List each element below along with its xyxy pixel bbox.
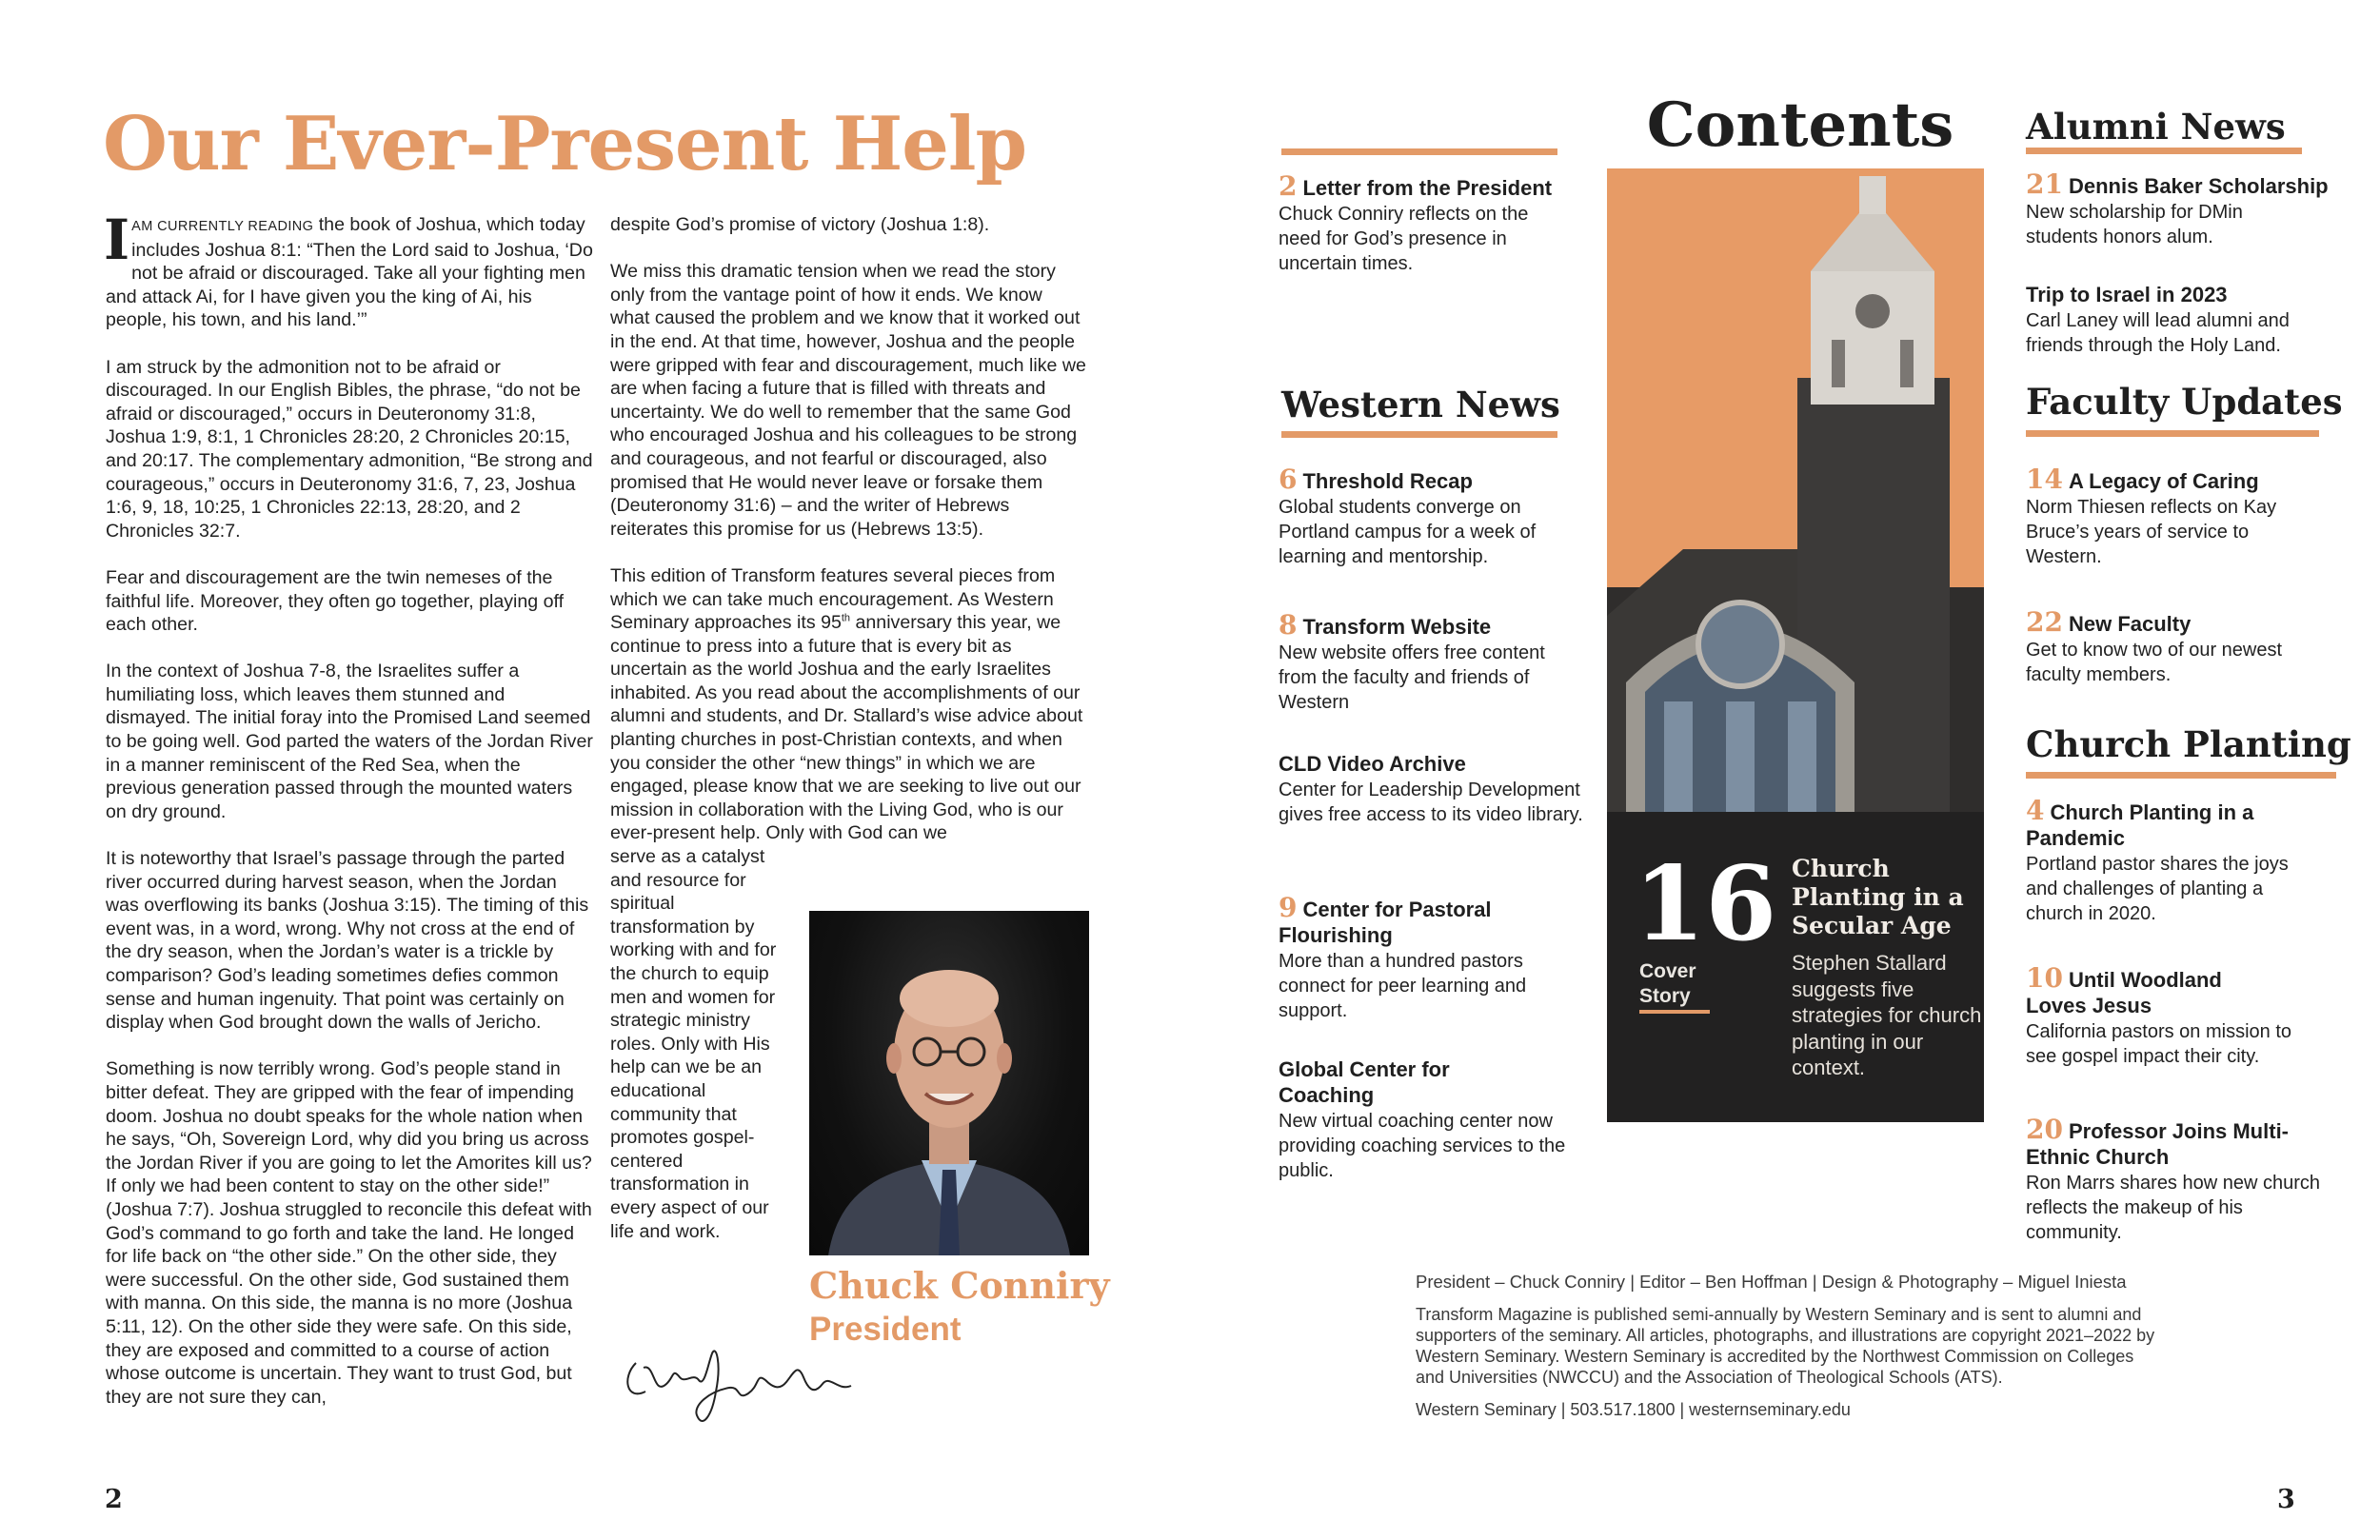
cover-page-number: 16	[1634, 844, 1777, 964]
toc-item-title: Transform Website	[1302, 615, 1492, 639]
section-rule	[1281, 431, 1557, 438]
cover-story-description: Stephen Stallard suggests five strategies for church planting in our context.	[1792, 951, 1982, 1079]
cover-story-label: Cover Story	[1639, 960, 1696, 1007]
toc-item-heading	[2026, 962, 2264, 1018]
author-role: President	[809, 1311, 962, 1348]
toc-item-heading	[2026, 795, 2273, 851]
toc-item-title: Dennis Baker Scholarship	[2068, 174, 2329, 198]
section-rule	[2026, 148, 2302, 154]
cover-story-title: Church Planting in a Secular Age	[1792, 855, 1964, 939]
toc-item-description: Chuck Conniry reflects on the need for God’s presence in uncertain times.	[1279, 204, 1529, 274]
article-paragraph: In the context of Joshua 7-8, the Israelites suffer a humiliating loss, which leaves them stunned and dismayed. The initial foray into the Promised Land seemed to be going well. God parted the waters of the Jordan River in a manner reminiscent of the Red Sea, when the previous generation passed through the mounted waters on dry ground.	[106, 661, 593, 822]
section-heading-alumni-news: Alumni News	[2026, 106, 2286, 148]
paragraph-text: This edition of Transform features several pieces from which we can take much encouragement. As Western Seminary approaches its 95	[610, 564, 1056, 634]
paragraph-text: anniversary this year, we continue to press into a future that is every bit as uncertain as the world Joshua and the early Israelites inhabited. As you read about the accomplishments of our alumni and students, and Dr. Stallard’s wise advice about planting churches in post-Christian contexts, and when you consider the other “new things” in which we are engaged, please know that we are seeking to live out our mission in collaboration with the Living God, who is our ever-present help. Only with God can we	[610, 612, 1083, 844]
toc-item-description: More than a hundred pastors connect for peer learning and support.	[1279, 951, 1527, 1021]
toc-item-title: Threshold Recap	[1302, 469, 1473, 493]
article-paragraph: Something is now terribly wrong. God’s people stand in bitter defeat. They are gripped with the fear of impending doom. Joshua no doubt speaks for the whole nation when he says, “Oh, Sovereign Lord, why did you bring us across the Jordan River if you are going to let the Amorites kill us? If only we had been content to stay on the other side!” (Joshua 7:7). Joshua struggled to reconcile this defeat with God’s command to go forth and take the land. He longed for life back on “the other side.” On the other side, they were successful. On the other side, God sustained them with manna. On this side, the manna is no more (Joshua 5:11, 12). On the other side they were safe. On this side, they are exposed and committed to a course of action whose outcome is uncertain. They want to trust God, but they are not sure they can,	[106, 1058, 592, 1408]
toc-item[interactable]	[1279, 751, 1583, 827]
article-paragraph: I am struck by the admonition not to be afraid or discouraged. In our English Bibles, the phrase, “do not be afraid or discouraged,” occurs in Deuteronomy 31:8, Joshua 1:9, 8:1, 1 Chronicles 28:20, 2 Chronicles 20:15, and 20:17. The complementary admonition, “Be strong and courageous,” occurs in Deuteronomy 31:6, 7, 23, Joshua 1:6, 9, 18, 10:25, 1 Chronicles 22:13, 28:20, and 2 Chronicles 32:7.	[106, 356, 593, 542]
toc-item-title: New Faculty	[2068, 612, 2192, 636]
author-name: Chuck Conniry	[809, 1264, 1110, 1307]
article-paragraph: It is noteworthy that Israel’s passage through the parted river occurred during harvest season, when the Jordan was overflowing its banks (Joshua 3:15). The timing of this event was, in a word, wrong. Why not cross at the end of the dry season, when the Jordan’s water is a trickle by comparison? God’s leading sometimes defies common sense and human ingenuity. That point was certainly on display when God brought down the walls of Jericho.	[106, 848, 589, 1034]
toc-item-description: Portland pastor shares the joys and challenges of planting a church in 2020.	[2026, 854, 2289, 924]
toc-item-heading	[2026, 282, 2330, 307]
section-rule	[1281, 148, 1557, 155]
toc-item-title: CLD Video Archive	[1279, 752, 1466, 776]
section-heading-western-news: Western News	[1281, 384, 1560, 425]
page-number-left: 2	[105, 1485, 123, 1514]
article-paragraph-wrapped: serve as a catalyst and resource for spiritual transformation by working with and for the church to equip men and women for strategic ministry roles. Only with His help can we be an educational community that promotes gospel-centered transformation in every aspect of our life and work.	[610, 846, 777, 1242]
toc-item-description: New scholarship for DMin students honors alum.	[2026, 202, 2243, 247]
toc-page-number: 20	[2026, 1114, 2063, 1145]
toc-item-description: New website offers free content from the faculty and friends of Western	[1279, 642, 1545, 713]
toc-page-number: 21	[2026, 168, 2063, 200]
ordinal-suffix: th	[841, 612, 851, 624]
toc-item-title: Until Woodland Loves Jesus	[2026, 968, 2222, 1017]
toc-item-president[interactable]	[1279, 170, 1574, 276]
toc-item-title: Letter from the President	[1302, 176, 1553, 200]
section-heading-faculty-updates: Faculty Updates	[2026, 381, 2343, 423]
toc-item[interactable]	[2026, 168, 2350, 249]
page-number-right: 3	[2277, 1485, 2295, 1514]
toc-item[interactable]	[1279, 1056, 1583, 1183]
toc-page-number: 4	[2026, 795, 2045, 826]
toc-page-number: 9	[1279, 892, 1298, 923]
toc-item-description: Carl Laney will lead alumni and friends through the Holy Land.	[2026, 310, 2290, 356]
toc-item-title: Trip to Israel in 2023	[2026, 283, 2228, 306]
page-title: Our Ever-Present Help	[103, 101, 1027, 188]
toc-item[interactable]	[2026, 962, 2311, 1069]
toc-item-title: A Legacy of Caring	[2068, 469, 2259, 493]
contents-title: Contents	[1646, 89, 1954, 161]
toc-item-description: Ron Marrs shares how new church reflects the makeup of his community.	[2026, 1173, 2321, 1243]
article-paragraph: despite God’s promise of victory (Joshua 1:8).	[610, 214, 990, 235]
toc-item[interactable]	[2026, 466, 2311, 569]
toc-item-description: Center for Leadership Development gives free access to its video library.	[1279, 780, 1583, 825]
cover-label-underline	[1639, 1010, 1710, 1014]
toc-page-number: 22	[2026, 606, 2063, 638]
toc-item-heading	[1279, 751, 1583, 777]
toc-item-description: Global students converge on Portland campus for a week of learning and mentorship.	[1279, 497, 1537, 567]
toc-item-title: Professor Joins Multi-Ethnic Church	[2026, 1119, 2290, 1169]
toc-page-number: 10	[2026, 962, 2063, 994]
toc-item-title: Global Center for Coaching	[1279, 1057, 1450, 1107]
toc-page-number: 2	[1279, 170, 1298, 202]
section-rule	[2026, 772, 2336, 779]
toc-item-heading	[2026, 466, 2311, 494]
article-paragraph	[104, 207, 593, 332]
paragraph-text: the book of Joshua, which today includes Joshua 8:1: “Then the Lord said to Joshua, ‘Do not be afraid or discouraged. Take all your fighting men and attack Ai, for I have given you the king of Ai, his people, his town, and his land.’”	[106, 214, 593, 331]
toc-page-number: 8	[1279, 609, 1298, 641]
toc-page-number: 14	[2026, 464, 2063, 495]
masthead-credits	[1416, 1272, 2158, 1431]
toc-item-heading	[1279, 170, 1574, 202]
toc-item[interactable]	[1279, 892, 1583, 1023]
portrait-illustration	[809, 911, 1089, 1255]
article-paragraph	[610, 564, 1086, 845]
toc-item[interactable]	[2026, 282, 2330, 358]
section-heading-church-planting: Church Planting	[2026, 723, 2351, 765]
article-column-1	[104, 207, 593, 1432]
signature-image	[617, 1325, 864, 1434]
toc-item-heading	[1279, 466, 1583, 494]
toc-item-title: Church Planting in a Pandemic	[2026, 800, 2254, 850]
toc-item-heading	[2026, 1116, 2311, 1170]
drop-cap: I	[104, 207, 130, 272]
president-portrait	[809, 911, 1089, 1255]
toc-item-heading	[2026, 606, 2311, 638]
toc-page-number: 6	[1279, 464, 1298, 495]
article-paragraph: We miss this dramatic tension when we read the story only from the vantage point of how it ends. We know what caused the problem and we know that it worked out in the end. At that time, however, Joshua and the people were gripped with fear and discouragement, much like we are when facing a future that is filled with threats and uncertainty. We do well to remember that the same God who encouraged Joshua and his colleagues to be strong and courageous, and not fearful or discouraged, also promised that He would never leave or forsake them (Deuteronomy 31:6) – and the writer of Hebrews reiterates this promise for us (Hebrews 13:5).	[610, 261, 1086, 540]
toc-item-title: Center for Pastoral Flourishing	[1279, 898, 1492, 947]
toc-item[interactable]	[2026, 1116, 2321, 1245]
credits-staff: President – Chuck Conniry | Editor – Ben Hoffman | Design & Photography – Miguel Iniesta	[1416, 1272, 2127, 1292]
toc-item-heading	[1279, 1056, 1497, 1108]
credits-contact: Western Seminary | 503.517.1800 | westernseminary.edu	[1416, 1400, 1851, 1419]
toc-item-description: New virtual coaching center now providing coaching services to the public.	[1279, 1111, 1566, 1181]
toc-item[interactable]	[1279, 609, 1583, 715]
article-paragraph: Fear and discouragement are the twin nemeses of the faithful life. Moreover, they often go together, playing off each other.	[106, 566, 565, 636]
toc-item[interactable]	[2026, 606, 2311, 687]
cover-image-panel[interactable]	[1607, 168, 1984, 812]
toc-item-description: Get to know two of our newest faculty members.	[2026, 640, 2283, 685]
toc-item-description: California pastors on mission to see gospel impact their city.	[2026, 1021, 2292, 1067]
toc-item-description: Norm Thiesen reflects on Kay Bruce’s years of service to Western.	[2026, 497, 2277, 567]
credits-notice: Transform Magazine is published semi-annually by Western Seminary and is sent to alumni and supporters of the seminary. All articles, photographs, and illustrations are copyright 2021–2022 by Western Seminary. Western Seminary is accredited by the Northwest Commission on Colleges and Universities (NWCCU) and the Association of Theological Schools (ATS).	[1416, 1305, 2155, 1387]
toc-item[interactable]	[2026, 795, 2311, 926]
toc-item-heading	[1279, 892, 1583, 948]
toc-item[interactable]	[1279, 466, 1583, 569]
church-tower-image	[1607, 168, 1984, 812]
toc-item-heading	[2026, 168, 2350, 200]
toc-item-heading	[1279, 609, 1583, 641]
section-rule	[2026, 430, 2319, 437]
intro-smallcaps: AM CURRENTLY READING	[131, 219, 314, 234]
